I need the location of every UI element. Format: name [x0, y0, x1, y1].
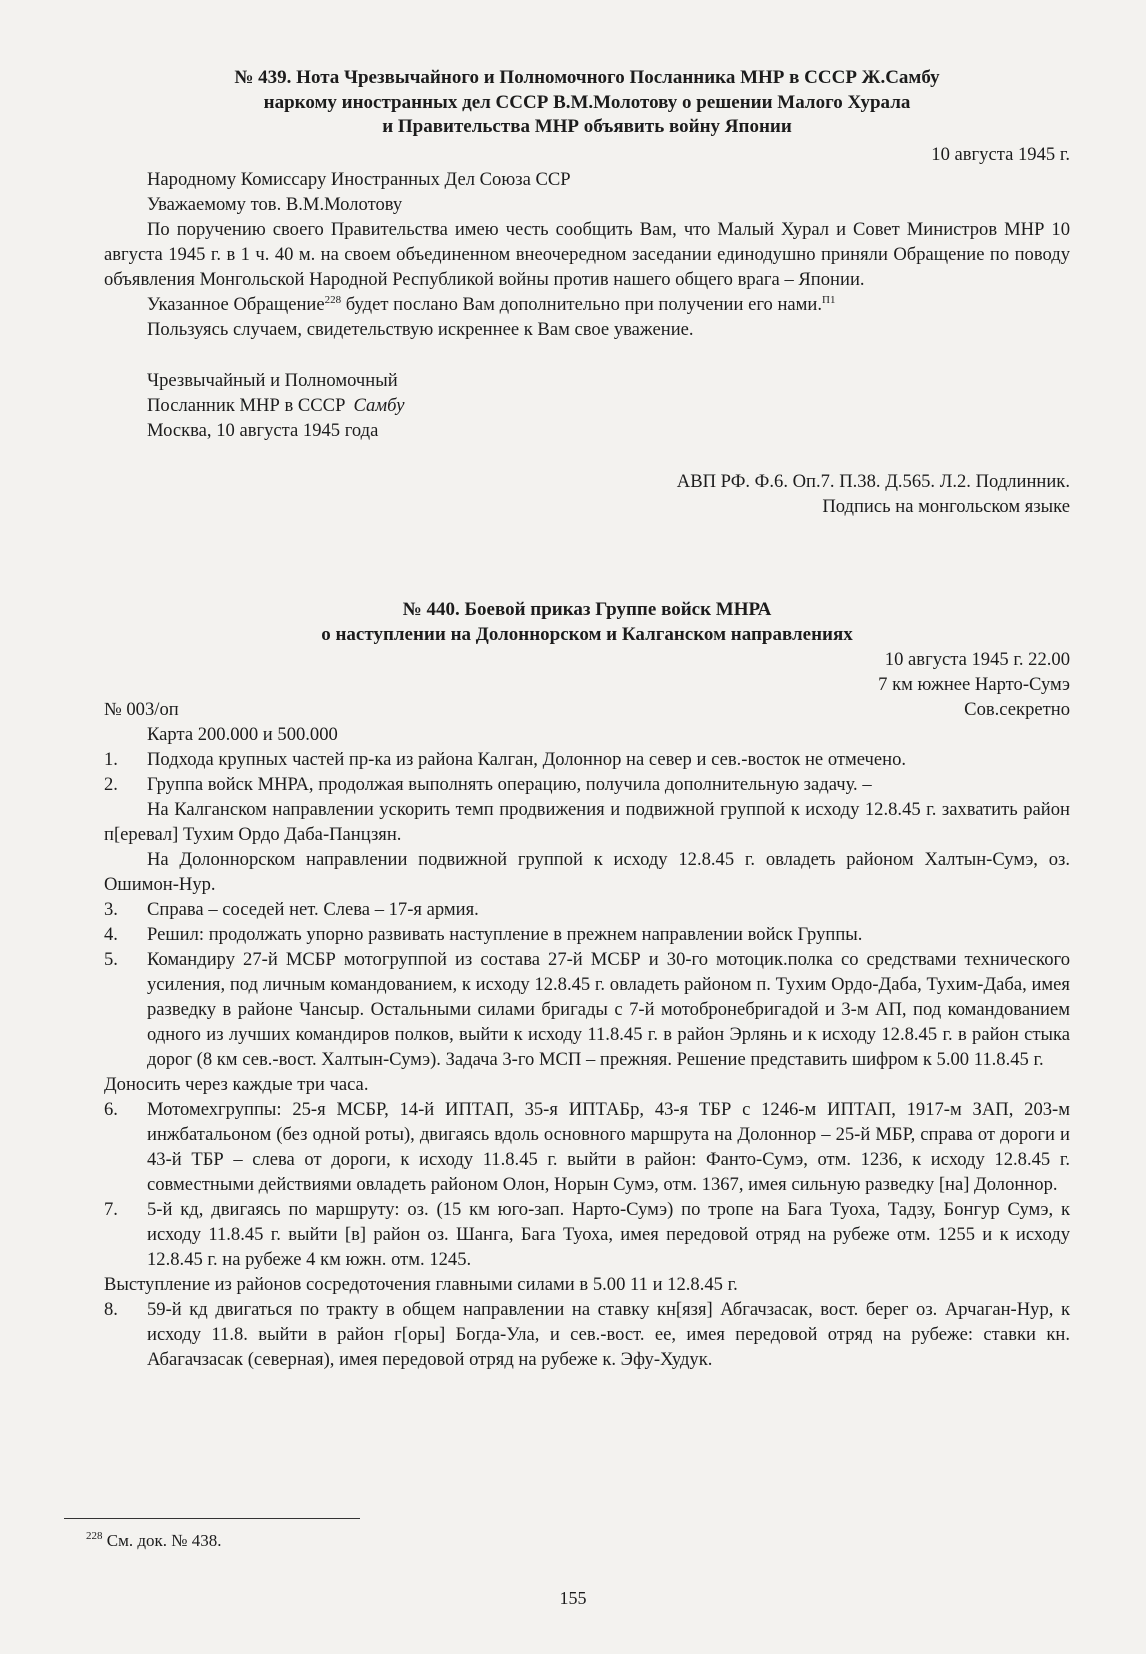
item-number: 1.: [104, 749, 118, 770]
endnote-ref: П1: [822, 293, 836, 306]
signature-line: Москва, 10 августа 1945 года: [147, 419, 379, 441]
item-text: 59-й кд двигаться по тракту в общем направлении на ставку кн[язя] Абгачзасак, вост. берег оз. Арчаган-Нур, к исходу 11.8. выйти в район г[оры] Богда-Ула, и сев.-вост. ее, имея передовой отряд на рубеже: ставки кн. Абагачзасак (северная), имея передовой отряд на рубеже к. Эфу-Худук.: [147, 1299, 1070, 1370]
list-item: [104, 1297, 1070, 1372]
doc-440-place: 7 км южнее Нарто-Сумэ: [878, 674, 1070, 695]
signature-title: Посланник МНР в СССР: [147, 394, 346, 416]
item-text: Справа – соседей нет. Слева – 17-я армия.: [147, 899, 479, 920]
source-line: Подпись на монгольском языке: [822, 495, 1070, 517]
paragraph: По поручению своего Правительства имею честь сообщить Вам, что Малый Хурал и Совет Министров МНР 10 августа 1945 г. в 1 ч. 40 м. на своем объединенном внеочередном заседании единодушно приняли Обращение по поводу объявления Монгольской Народной Республикой войны против нашего общего врага – Японии.: [104, 218, 1070, 290]
item-text: Группа войск МНРА, продолжая выполнять операцию, получила дополнительную задачу. –: [147, 774, 872, 795]
number-row: [104, 697, 1070, 722]
footnote-text: См. док. № 438.: [102, 1531, 222, 1550]
footnote-number: 228: [86, 1530, 103, 1542]
signature-line: Чрезвычайный и Полномочный: [147, 369, 398, 391]
footnote-ref: 228: [324, 293, 342, 306]
paragraph: На Долоннорском направлении подвижной группой к исходу 12.8.45 г. овладеть районом Халтын-Сумэ, оз. Ошимон-Нур.: [104, 849, 1070, 895]
list-item: [104, 922, 1070, 947]
addressee: Народному Комиссару Иностранных Дел Союза ССР: [147, 168, 571, 190]
doc-440: [104, 598, 1070, 1372]
doc-440-title-line: о наступлении на Долоннорском и Калганском направлениях: [321, 623, 853, 645]
item-number: 5.: [104, 949, 118, 970]
doc-440-date: 10 августа 1945 г. 22.00: [884, 649, 1070, 670]
paragraph: [104, 292, 1070, 317]
paragraph: На Калганском направлении ускорить темп продвижения и подвижной группой к исходу 12.8.45 г. захватить район п[еревал] Тухим Ордо Даба-Панцзян.: [104, 799, 1070, 845]
paragraph: Пользуясь случаем, свидетельствую искреннее к Вам свое уважение.: [147, 318, 694, 340]
item-number: 2.: [104, 774, 118, 795]
footnote-divider: [64, 1518, 360, 1519]
item-text: Решил: продолжать упорно развивать наступление в прежнем направлении войск Группы.: [147, 924, 863, 945]
item-number: 3.: [104, 899, 118, 920]
signature-name: Самбу: [353, 394, 405, 416]
paragraph: Доносить через каждые три часа.: [104, 1074, 369, 1095]
item-text: 5-й кд, двигаясь по маршруту: оз. (15 км юго-зап. Нарто-Сумэ) по тропе на Бага Туоха, Тадзу, Бонгур Сумэ, к исходу 11.8.45 г. выйти [в] район оз. Шанга, Бага Туоха, имея передовой отряд на рубеже отм. 1255 и к исходу 12.8.45 г. на рубеже 4 км южн. отм. 1245.: [147, 1199, 1070, 1270]
source-line: АВП РФ. Ф.6. Оп.7. П.38. Д.565. Л.2. Подлинник.: [676, 470, 1070, 492]
order-number: № 003/оп: [104, 699, 179, 720]
doc-439-title: [104, 66, 1070, 140]
item-text: Мотомехгруппы: 25-я МСБР, 14-й ИПТАП, 35-я ИПТАБр, 43-я ТБР с 1246-м ИПТАП, 1917-м ЗАП, 203-м инжбатальоном (без одной роты), двигаясь вдоль основного маршрута на Долоннор – 25-й МБР, справа от дороги и 43-й ТБР – слева от дороги, к исходу 11.8.45 г. выйти в район: Фанто-Сумэ, отм. 1236, к исходу 12.8.45 г. совместными действиями овладеть районом Олон, Норын Сумэ, отм. 1367, имея сильную разведку [на] Долоннор.: [147, 1099, 1070, 1195]
item-number: 6.: [104, 1099, 118, 1120]
item-text: Командиру 27-й МСБР мотогруппой из состава 27-й МСБР и 30-го мотоцик.полка со средствами технического усиления, под личным командованием, к исходу 12.8.45 г. овладеть районом п. Тухим Ордо-Даба, Тухим-Даба, имея разведку в районе Чансыр. Остальными силами бригады с 7-й мотобронебригадой и 3-м АП, под командованием одного из лучших командиров полков, выйти к исходу 11.8.45 г. в район Эрлянь и к исходу 12.8.45 г. в район стыка дорог (8 км сев.-вост. Халтын-Сумэ). Задача 3-го МСП – прежняя. Решение представить шифром к 5.00 11.8.45 г.: [147, 949, 1070, 1070]
salutation: Уважаемому тов. В.М.Молотову: [147, 193, 403, 215]
classification: Сов.секретно: [964, 699, 1070, 720]
list-item: [104, 1197, 1070, 1272]
doc-439-title-line: и Правительства МНР объявить войну Японии: [382, 116, 792, 137]
item-text: Подхода крупных частей пр-ка из района Калган, Долоннор на север и сев.-восток не отмечено.: [147, 749, 907, 770]
signature-block: [104, 368, 1070, 443]
doc-439-date: 10 августа 1945 г.: [931, 143, 1070, 165]
item-number: 8.: [104, 1299, 118, 1320]
doc-439-title-line: № 439. Нота Чрезвычайного и Полномочного Посланника МНР в СССР Ж.Самбу: [234, 67, 940, 88]
doc-440-title: [104, 598, 1070, 647]
item-number: 4.: [104, 924, 118, 945]
map-ref: Карта 200.000 и 500.000: [147, 724, 338, 745]
list-item: [104, 1097, 1070, 1197]
paragraph-text: будет послано Вам дополнительно при получении его нами.: [341, 293, 823, 315]
paragraph: Выступление из районов сосредоточения главными силами в 5.00 11 и 12.8.45 г.: [104, 1274, 738, 1295]
doc-439: [104, 66, 1070, 519]
signature-line: [147, 393, 1070, 418]
item-number: 7.: [104, 1199, 118, 1220]
list-item: [104, 897, 1070, 922]
page-number: 155: [559, 1588, 587, 1608]
footnote: [86, 1531, 221, 1551]
list-item: [104, 772, 1070, 797]
doc-440-title-line: № 440. Боевой приказ Группе войск МНРА: [402, 599, 772, 620]
archive-source: [104, 469, 1070, 519]
list-item: [104, 747, 1070, 772]
doc-439-title-line: наркому иностранных дел СССР В.М.Молотову о решении Малого Хурала: [263, 91, 911, 113]
paragraph-text: Указанное Обращение: [147, 293, 325, 315]
list-item: [104, 947, 1070, 1072]
